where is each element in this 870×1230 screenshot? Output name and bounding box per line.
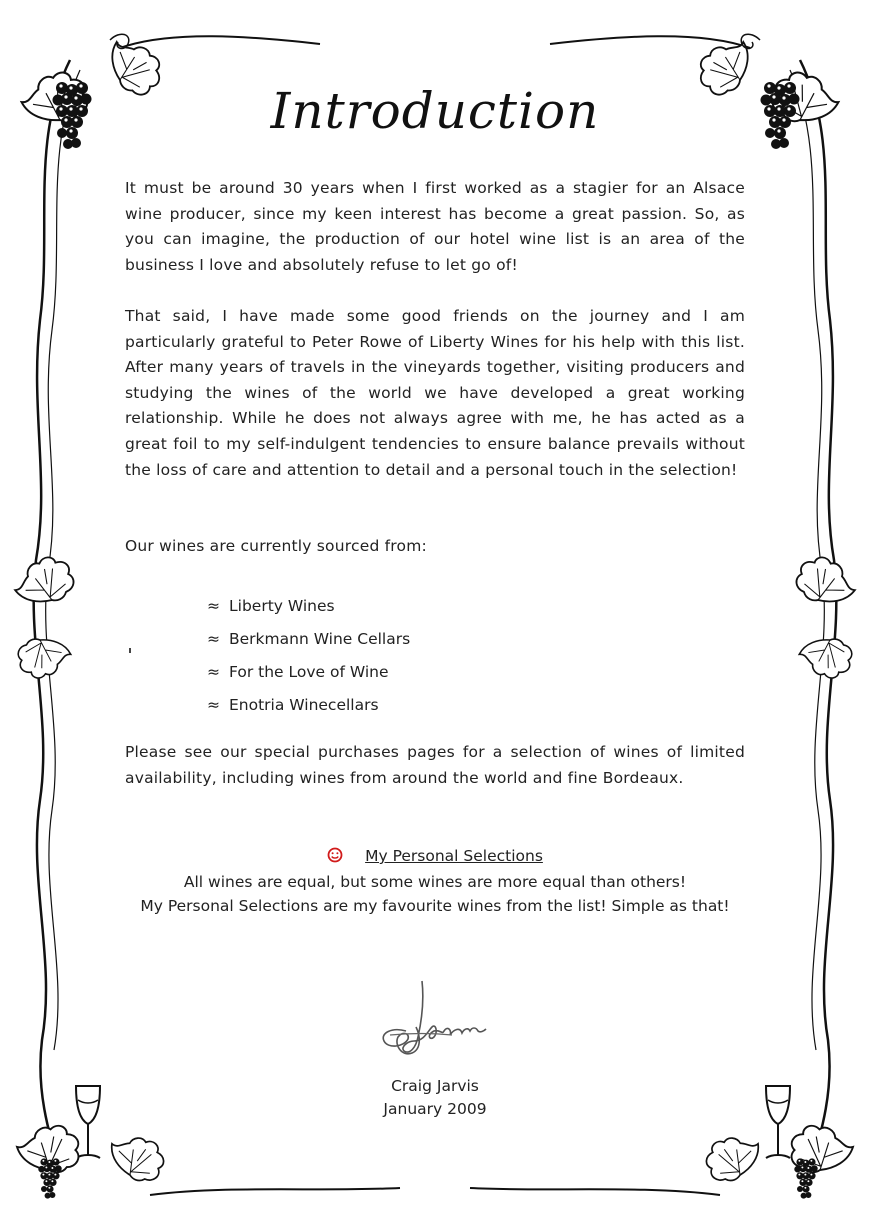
list-item	[207, 656, 410, 689]
sourced-intro: Our wines are currently sourced from:	[125, 537, 427, 555]
selections-line-1: All wines are equal, but some wines are more equal than others!	[183, 873, 687, 891]
supplier-list	[207, 590, 410, 722]
supplier-name: Enotria Winecellars	[229, 696, 379, 714]
list-item	[207, 689, 410, 722]
list-item	[207, 623, 410, 656]
list-item	[207, 590, 410, 623]
bullet-symbol: ≈	[207, 630, 220, 648]
selections-line-2: My Personal Selections are my favourite wines from the list! Simple as that!	[140, 897, 730, 915]
friends-paragraph: That said, I have made some good friends on the journey and I am particularly grateful to Peter Rowe of Liberty Wines for his help with this list. After many years of travels in the vineyards together, visiting producers and studying the wines of the world we have developed a great working relationship. While he does not always agree with me, he has acted as a great foil to my self-indulgent tendencies to ensure balance prevails without the loss of care and attention to detail and a personal touch in the selection!	[125, 307, 745, 479]
personal-selections-title: My Personal Selections	[365, 847, 543, 865]
signature-image	[372, 975, 502, 1065]
stray-mark	[129, 648, 131, 653]
signoff-block	[0, 1075, 870, 1121]
page-title: Introduction	[270, 82, 600, 140]
bullet-symbol: ≈	[207, 597, 220, 615]
personal-selections-text	[125, 870, 745, 918]
supplier-name: Berkmann Wine Cellars	[229, 630, 411, 648]
supplier-name: For the Love of Wine	[229, 663, 389, 681]
bullet-symbol: ≈	[207, 663, 220, 681]
special-purchases-paragraph: Please see our special purchases pages for a selection of wines of limited availability, including wines from around the world and fine Bordeaux.	[125, 743, 745, 787]
signoff-date: January 2009	[383, 1100, 487, 1118]
intro-paragraph: It must be around 30 years when I first worked as a stagier for an Alsace wine producer, since my keen interest has become a great passion. So, as you can imagine, the production of our hotel wine list is an area of the business I love and absolutely refuse to let go of!	[125, 179, 745, 274]
personal-selections-heading	[0, 845, 870, 867]
smiley-icon	[327, 847, 343, 863]
bullet-symbol: ≈	[207, 696, 220, 714]
signoff-name: Craig Jarvis	[391, 1077, 479, 1095]
supplier-name: Liberty Wines	[229, 597, 335, 615]
